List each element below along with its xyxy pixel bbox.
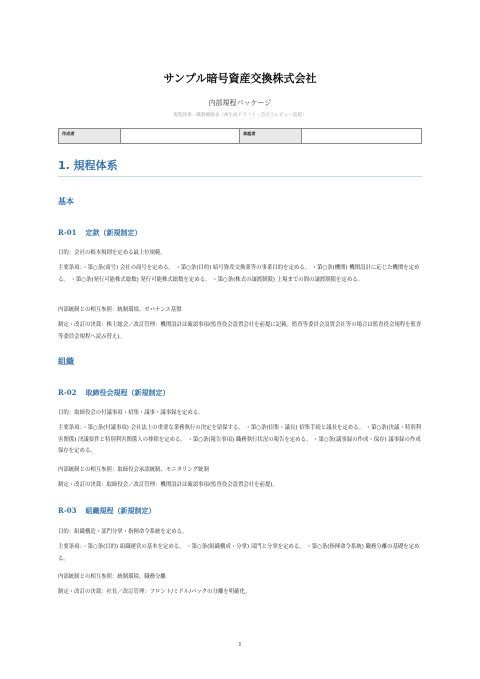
- rule-key-clauses: 主要条項：・第○条(商号) 会社の商号を定める。 ・第○条(目的) 暗号資産交換業等の事業目的を定める。 ・第○条(機関) 機関設計に応じた機関を定める。 ・第○条(発行可能株式総数) 発行可能株式総数を定める。 ・第○条(株式の譲渡制限) 上場までの間の譲渡制限を定める。: [58, 265, 420, 283]
- rule-purpose: 目的：取締役会の付議事項・招集・議事・議事録を定める。: [58, 410, 204, 416]
- author-cell: [121, 129, 240, 143]
- rule-key-clauses: 主要条項：・第○条(目的) 組織運営の基本を定める。 ・第○条(組織構成・分掌) 部門と分掌を定める。 ・第○条(指揮命令系統) 職務分離の基礎を定める。: [58, 544, 420, 562]
- rule-heading-r03: [58, 506, 155, 516]
- group-heading-organization: 組織: [58, 357, 74, 366]
- rule-purpose: 目的：会社の根本規則を定める最上位規範。: [58, 250, 166, 256]
- approval-table: [58, 128, 422, 144]
- rule-title: 取締役会規程（新規制定）: [85, 388, 170, 397]
- document-scope-note: 規程体系・職務権限表（AI生成ドラフト・会計士レビュー前提）: [173, 113, 307, 118]
- section-divider: [58, 176, 422, 177]
- rule-approval-revision: 制定・改訂の決裁：取締役会／改訂管理：機関設計は確認事項(監査役会設置会社を前提)。: [58, 482, 278, 488]
- rule-purpose: 目的：組織構造・部門分掌・指揮命令系統を定める。: [58, 529, 188, 535]
- rule-approval-revision: 制定・改訂の決裁：株主総会／改訂管理：機関設計は確認事項(監査役会設置会社を前提に記載。監査等委員会設置会社等の場合は監査役会規程を監査等委員会規程へ読み替え)。: [58, 322, 422, 340]
- approver-label: 承認者: [240, 129, 302, 143]
- rule-code: R-01: [58, 228, 77, 237]
- rule-control-reference: 内部統制との相互参照：取締役会承認統制、モニタリング統制: [58, 467, 209, 473]
- rule-heading-r02: [58, 388, 169, 398]
- rule-key-clauses: 主要条項：・第○条(付議事項) 会社法上の重要な業務執行の決定を留保する。 ・第○条(招集・議長) 招集手続と議長を定める。 ・第○条(決議・特別利害関係) 決議要件と特別利害関係人の排除を定める。 ・第○条(報告事項) 職務執行状況の報告を定める。 ・第○条(議事録の作成・保存) 議事録の作成保存を定める。: [58, 425, 422, 454]
- rule-code: R-02: [58, 388, 77, 397]
- rule-control-reference: 内部統制との相互参照：統制環境、職務分離: [58, 574, 166, 580]
- rule-approval-revision: 制定・改訂の決裁：社長／改訂管理：フロント/ミドル/バックの分離を明確化。: [58, 589, 251, 595]
- section-heading-rule-system: 1. 規程体系: [58, 159, 118, 172]
- page-number: 1: [238, 642, 242, 648]
- document-title: サンプル暗号資産交換株式会社: [163, 72, 317, 85]
- rule-code: R-03: [58, 506, 77, 515]
- group-heading-basic: 基本: [58, 197, 74, 206]
- document-subtitle: 内部規程パッケージ: [208, 99, 272, 107]
- approver-cell: [302, 129, 421, 143]
- rule-heading-r01: [58, 228, 141, 238]
- rule-title: 組織規程（新規制定）: [85, 506, 156, 515]
- rule-control-reference: 内部統制との相互参照：統制環境、ガバナンス基盤: [58, 307, 182, 313]
- author-label: 作成者: [59, 129, 121, 143]
- rule-title: 定款（新規制定）: [85, 228, 142, 237]
